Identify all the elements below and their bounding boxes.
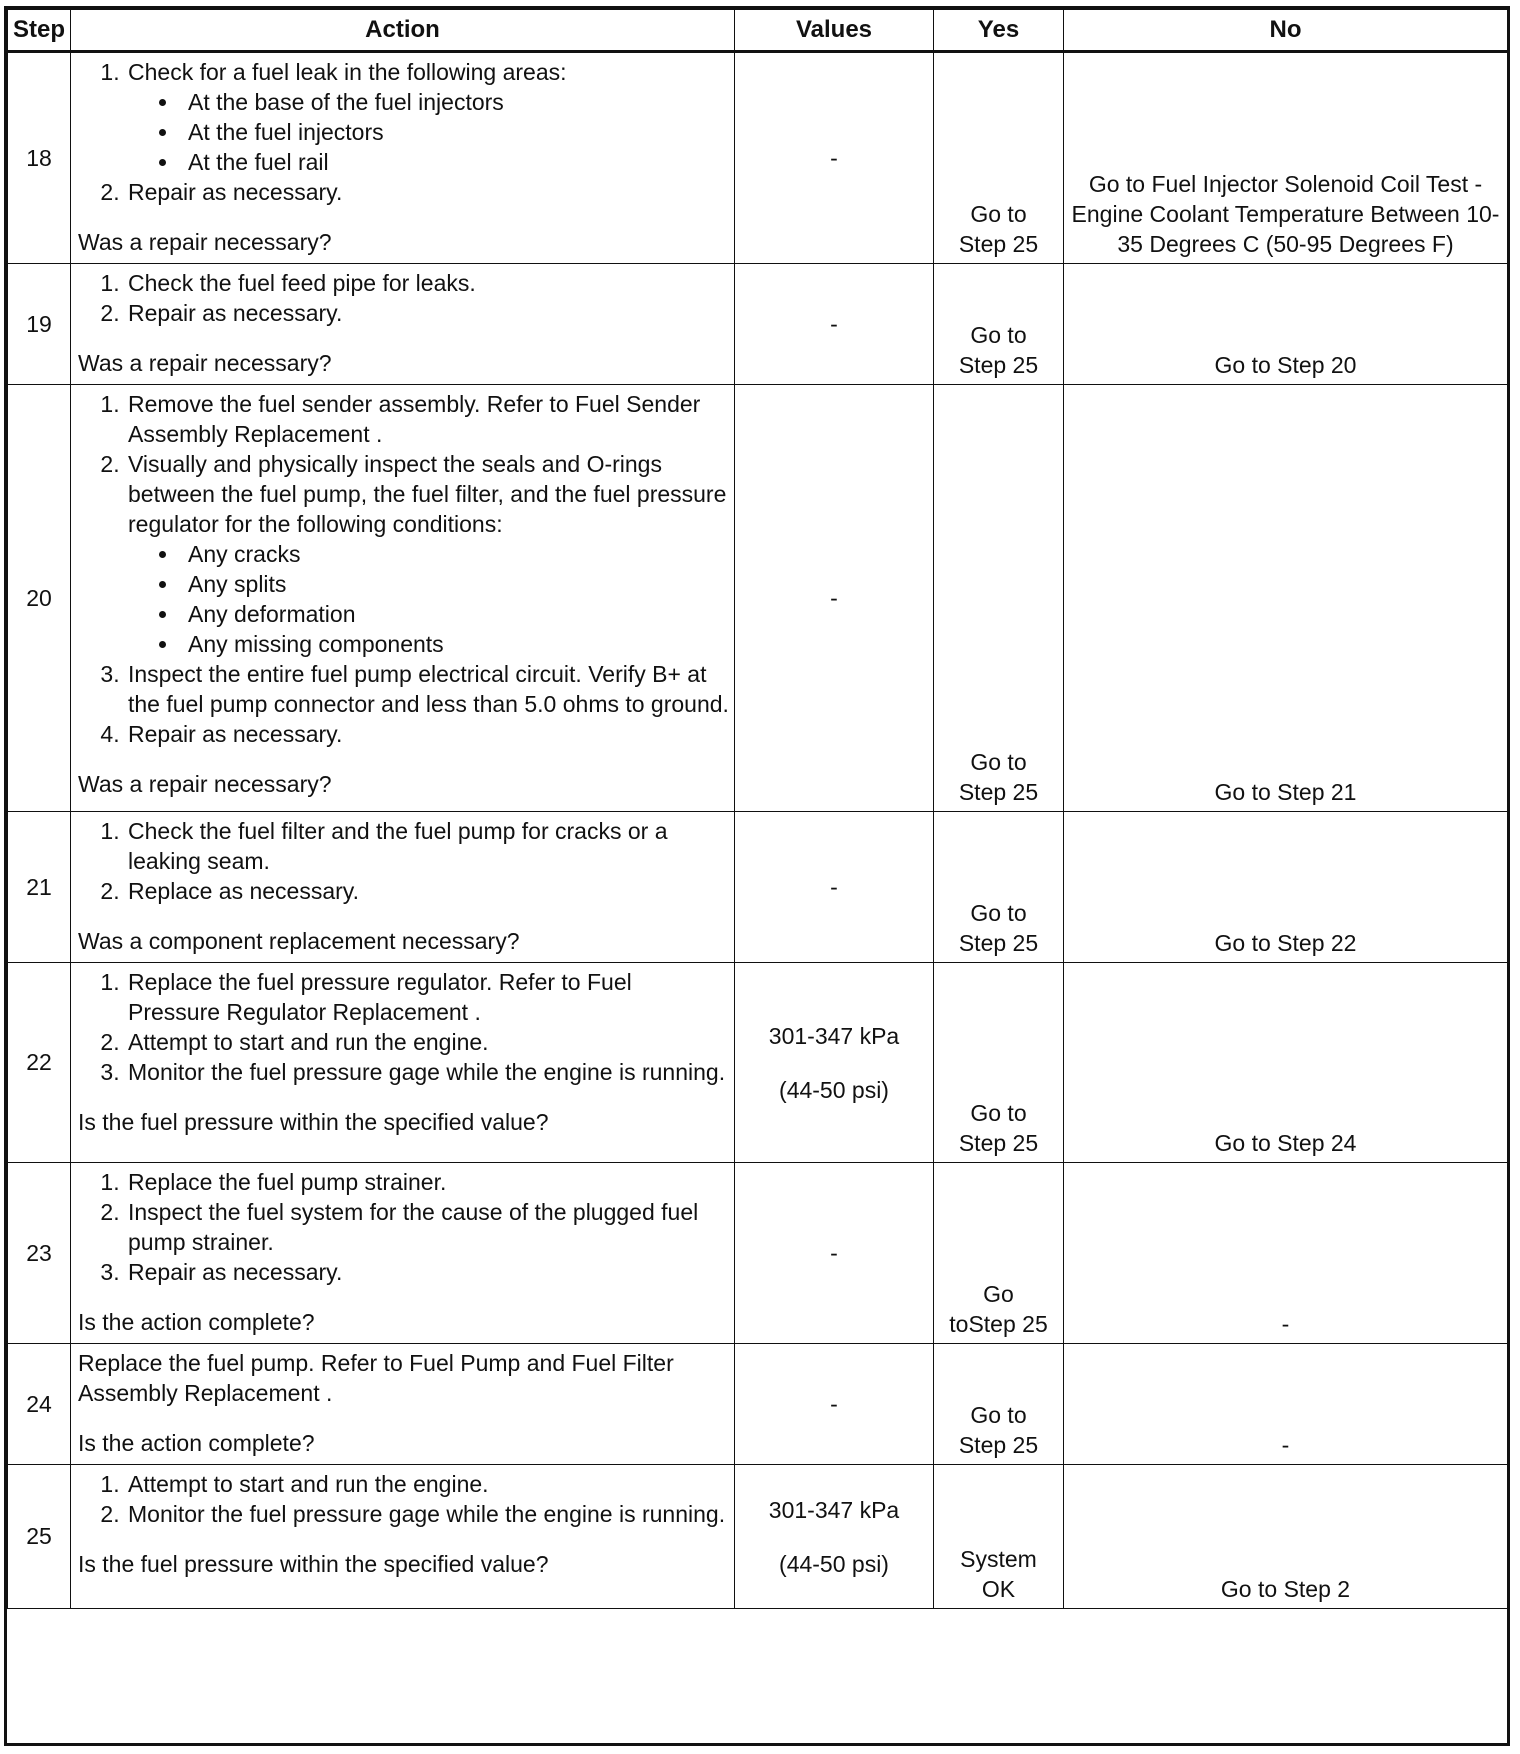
values-cell [735, 812, 934, 963]
step-number: 24 [8, 1344, 71, 1465]
table-row [8, 264, 1508, 385]
action-cell [71, 385, 735, 812]
condition-bullet-item: • Any cracks [180, 539, 730, 569]
condition-bullet-item: • Any splits [180, 569, 730, 599]
values-column-header: Values [735, 10, 934, 52]
values-cell [735, 1344, 934, 1465]
spec-value: - [830, 1391, 838, 1417]
yes-result: Go to Step 25 [934, 1344, 1064, 1465]
table-row [8, 812, 1508, 963]
spec-value: - [830, 145, 838, 171]
spec-value: 301-347 kPa [768, 1022, 900, 1049]
yes-result: Go toStep 25 [934, 1163, 1064, 1344]
yes-result: Go to Step 25 [934, 812, 1064, 963]
yes-result: Go to Step 25 [934, 963, 1064, 1163]
action-step-text: Repair as necessary. [128, 300, 343, 326]
action-step-text: Replace the fuel pressure regulator. Refer to Fuel Pressure Regulator Replacement . [128, 969, 632, 1025]
action-cell [71, 963, 735, 1163]
action-step-item [126, 1469, 730, 1499]
values-cell [735, 264, 934, 385]
action-step-text: Monitor the fuel pressure gage while the engine is running. [128, 1059, 726, 1085]
action-cell [71, 812, 735, 963]
action-cell [71, 52, 735, 264]
spec-value: - [830, 874, 838, 900]
step-number: 19 [8, 264, 71, 385]
action-step-item [126, 1057, 730, 1087]
action-step-text: Inspect the fuel system for the cause of the plugged fuel pump strainer. [128, 1199, 699, 1255]
no-result: Go to Step 24 [1064, 963, 1508, 1163]
yes-result: Go to Step 25 [934, 52, 1064, 264]
action-step-text: Repair as necessary. [128, 1259, 343, 1285]
no-result: Go to Step 22 [1064, 812, 1508, 963]
action-step-text: Check the fuel feed pipe for leaks. [128, 270, 476, 296]
no-result: Go to Fuel Injector Solenoid Coil Test - Engine Coolant Temperature Between 10-35 Degrees C (50-95 Degrees F) [1064, 52, 1508, 264]
action-steps-list [78, 389, 730, 749]
spec-value: - [830, 585, 838, 611]
action-question: Is the fuel pressure within the specified value? [78, 1109, 549, 1135]
step-column-header: Step [8, 10, 71, 52]
action-step-text: Repair as necessary. [128, 179, 343, 205]
table-row [8, 963, 1508, 1163]
action-step-text: Monitor the fuel pressure gage while the engine is running. [128, 1501, 726, 1527]
spec-value: (44-50 psi) [779, 1076, 889, 1103]
values-cell [735, 52, 934, 264]
action-step-text: Check the fuel filter and the fuel pump for cracks or a leaking seam. [128, 818, 668, 874]
action-question: Was a repair necessary? [78, 229, 332, 255]
condition-bullet-item: • At the fuel rail [180, 147, 730, 177]
step-number: 21 [8, 812, 71, 963]
step-number: 25 [8, 1465, 71, 1609]
no-result: Go to Step 20 [1064, 264, 1508, 385]
no-result: Go to Step 21 [1064, 385, 1508, 812]
action-step-text: Replace as necessary. [128, 878, 359, 904]
table-row [8, 1465, 1508, 1609]
action-step-text: Inspect the entire fuel pump electrical circuit. Verify B+ at the fuel pump connector and less than 5.0 ohms to ground. [128, 661, 729, 717]
spec-value: - [830, 1240, 838, 1266]
yes-result: System OK [934, 1465, 1064, 1609]
table-body [8, 52, 1508, 1609]
yes-result: Go to Step 25 [934, 264, 1064, 385]
spec-value: (44-50 psi) [779, 1550, 889, 1577]
action-cell [71, 1163, 735, 1344]
action-steps-list [78, 816, 730, 906]
condition-bullet-list [128, 539, 730, 659]
step-number: 23 [8, 1163, 71, 1344]
step-number: 22 [8, 963, 71, 1163]
action-cell [71, 1465, 735, 1609]
action-step-text: Check for a fuel leak in the following areas: [128, 59, 567, 85]
action-step-item [126, 298, 730, 328]
action-step-item [126, 57, 730, 177]
action-question: Was a component replacement necessary? [78, 928, 520, 954]
action-step-text: Repair as necessary. [128, 721, 343, 747]
diagnostic-table [7, 9, 1508, 1609]
step-number: 20 [8, 385, 71, 812]
no-result: Go to Step 2 [1064, 1465, 1508, 1609]
no-result: - [1064, 1163, 1508, 1344]
action-question: Is the fuel pressure within the specified value? [78, 1551, 549, 1577]
action-step-text: Attempt to start and run the engine. [128, 1029, 489, 1055]
action-steps-list [78, 967, 730, 1087]
action-question: Was a repair necessary? [78, 771, 332, 797]
values-cell [735, 963, 934, 1163]
action-step-item [126, 1167, 730, 1197]
values-cell [735, 385, 934, 812]
condition-bullet-item: • At the fuel injectors [180, 117, 730, 147]
action-step-item [126, 876, 730, 906]
yes-column-header: Yes [934, 10, 1064, 52]
action-step-item [126, 719, 730, 749]
condition-bullet-list [128, 87, 730, 177]
action-step-text: Visually and physically inspect the seals and O-rings between the fuel pump, the fuel filter, and the fuel pressure regulator for the following conditions: [128, 451, 727, 537]
action-step-item [126, 967, 730, 1027]
diagnostic-table-frame [4, 6, 1510, 1746]
table-row [8, 385, 1508, 812]
action-step-text: Attempt to start and run the engine. [128, 1471, 489, 1497]
values-cell [735, 1465, 934, 1609]
action-steps-list [78, 1167, 730, 1287]
spec-value: 301-347 kPa [768, 1496, 900, 1523]
condition-bullet-item: • Any missing components [180, 629, 730, 659]
table-row [8, 1344, 1508, 1465]
action-question: Is the action complete? [78, 1309, 315, 1335]
action-step-item [126, 1027, 730, 1057]
spec-value: - [830, 311, 838, 337]
action-step-item [126, 177, 730, 207]
action-cell [71, 264, 735, 385]
action-step-item [126, 449, 730, 659]
table-header [8, 10, 1508, 52]
action-step-item [126, 389, 730, 449]
table-row [8, 1163, 1508, 1344]
step-number: 18 [8, 52, 71, 264]
action-text: Replace the fuel pump. Refer to Fuel Pump and Fuel Filter Assembly Replacement . [78, 1350, 674, 1406]
action-question: Was a repair necessary? [78, 350, 332, 376]
action-question: Is the action complete? [78, 1430, 315, 1456]
action-steps-list [78, 1469, 730, 1529]
action-step-item [126, 1257, 730, 1287]
action-step-item [126, 1499, 730, 1529]
no-column-header: No [1064, 10, 1508, 52]
no-result: - [1064, 1344, 1508, 1465]
action-step-item [126, 659, 730, 719]
action-steps-list [78, 57, 730, 207]
action-column-header: Action [71, 10, 735, 52]
action-steps-list [78, 268, 730, 328]
action-step-item [126, 816, 730, 876]
values-cell [735, 1163, 934, 1344]
action-step-text: Replace the fuel pump strainer. [128, 1169, 447, 1195]
condition-bullet-item: • Any deformation [180, 599, 730, 629]
action-step-item [126, 268, 730, 298]
yes-result: Go to Step 25 [934, 385, 1064, 812]
condition-bullet-item: • At the base of the fuel injectors [180, 87, 730, 117]
table-row [8, 52, 1508, 264]
action-cell [71, 1344, 735, 1465]
action-step-text: Remove the fuel sender assembly. Refer to Fuel Sender Assembly Replacement . [128, 391, 701, 447]
action-step-item [126, 1197, 730, 1257]
